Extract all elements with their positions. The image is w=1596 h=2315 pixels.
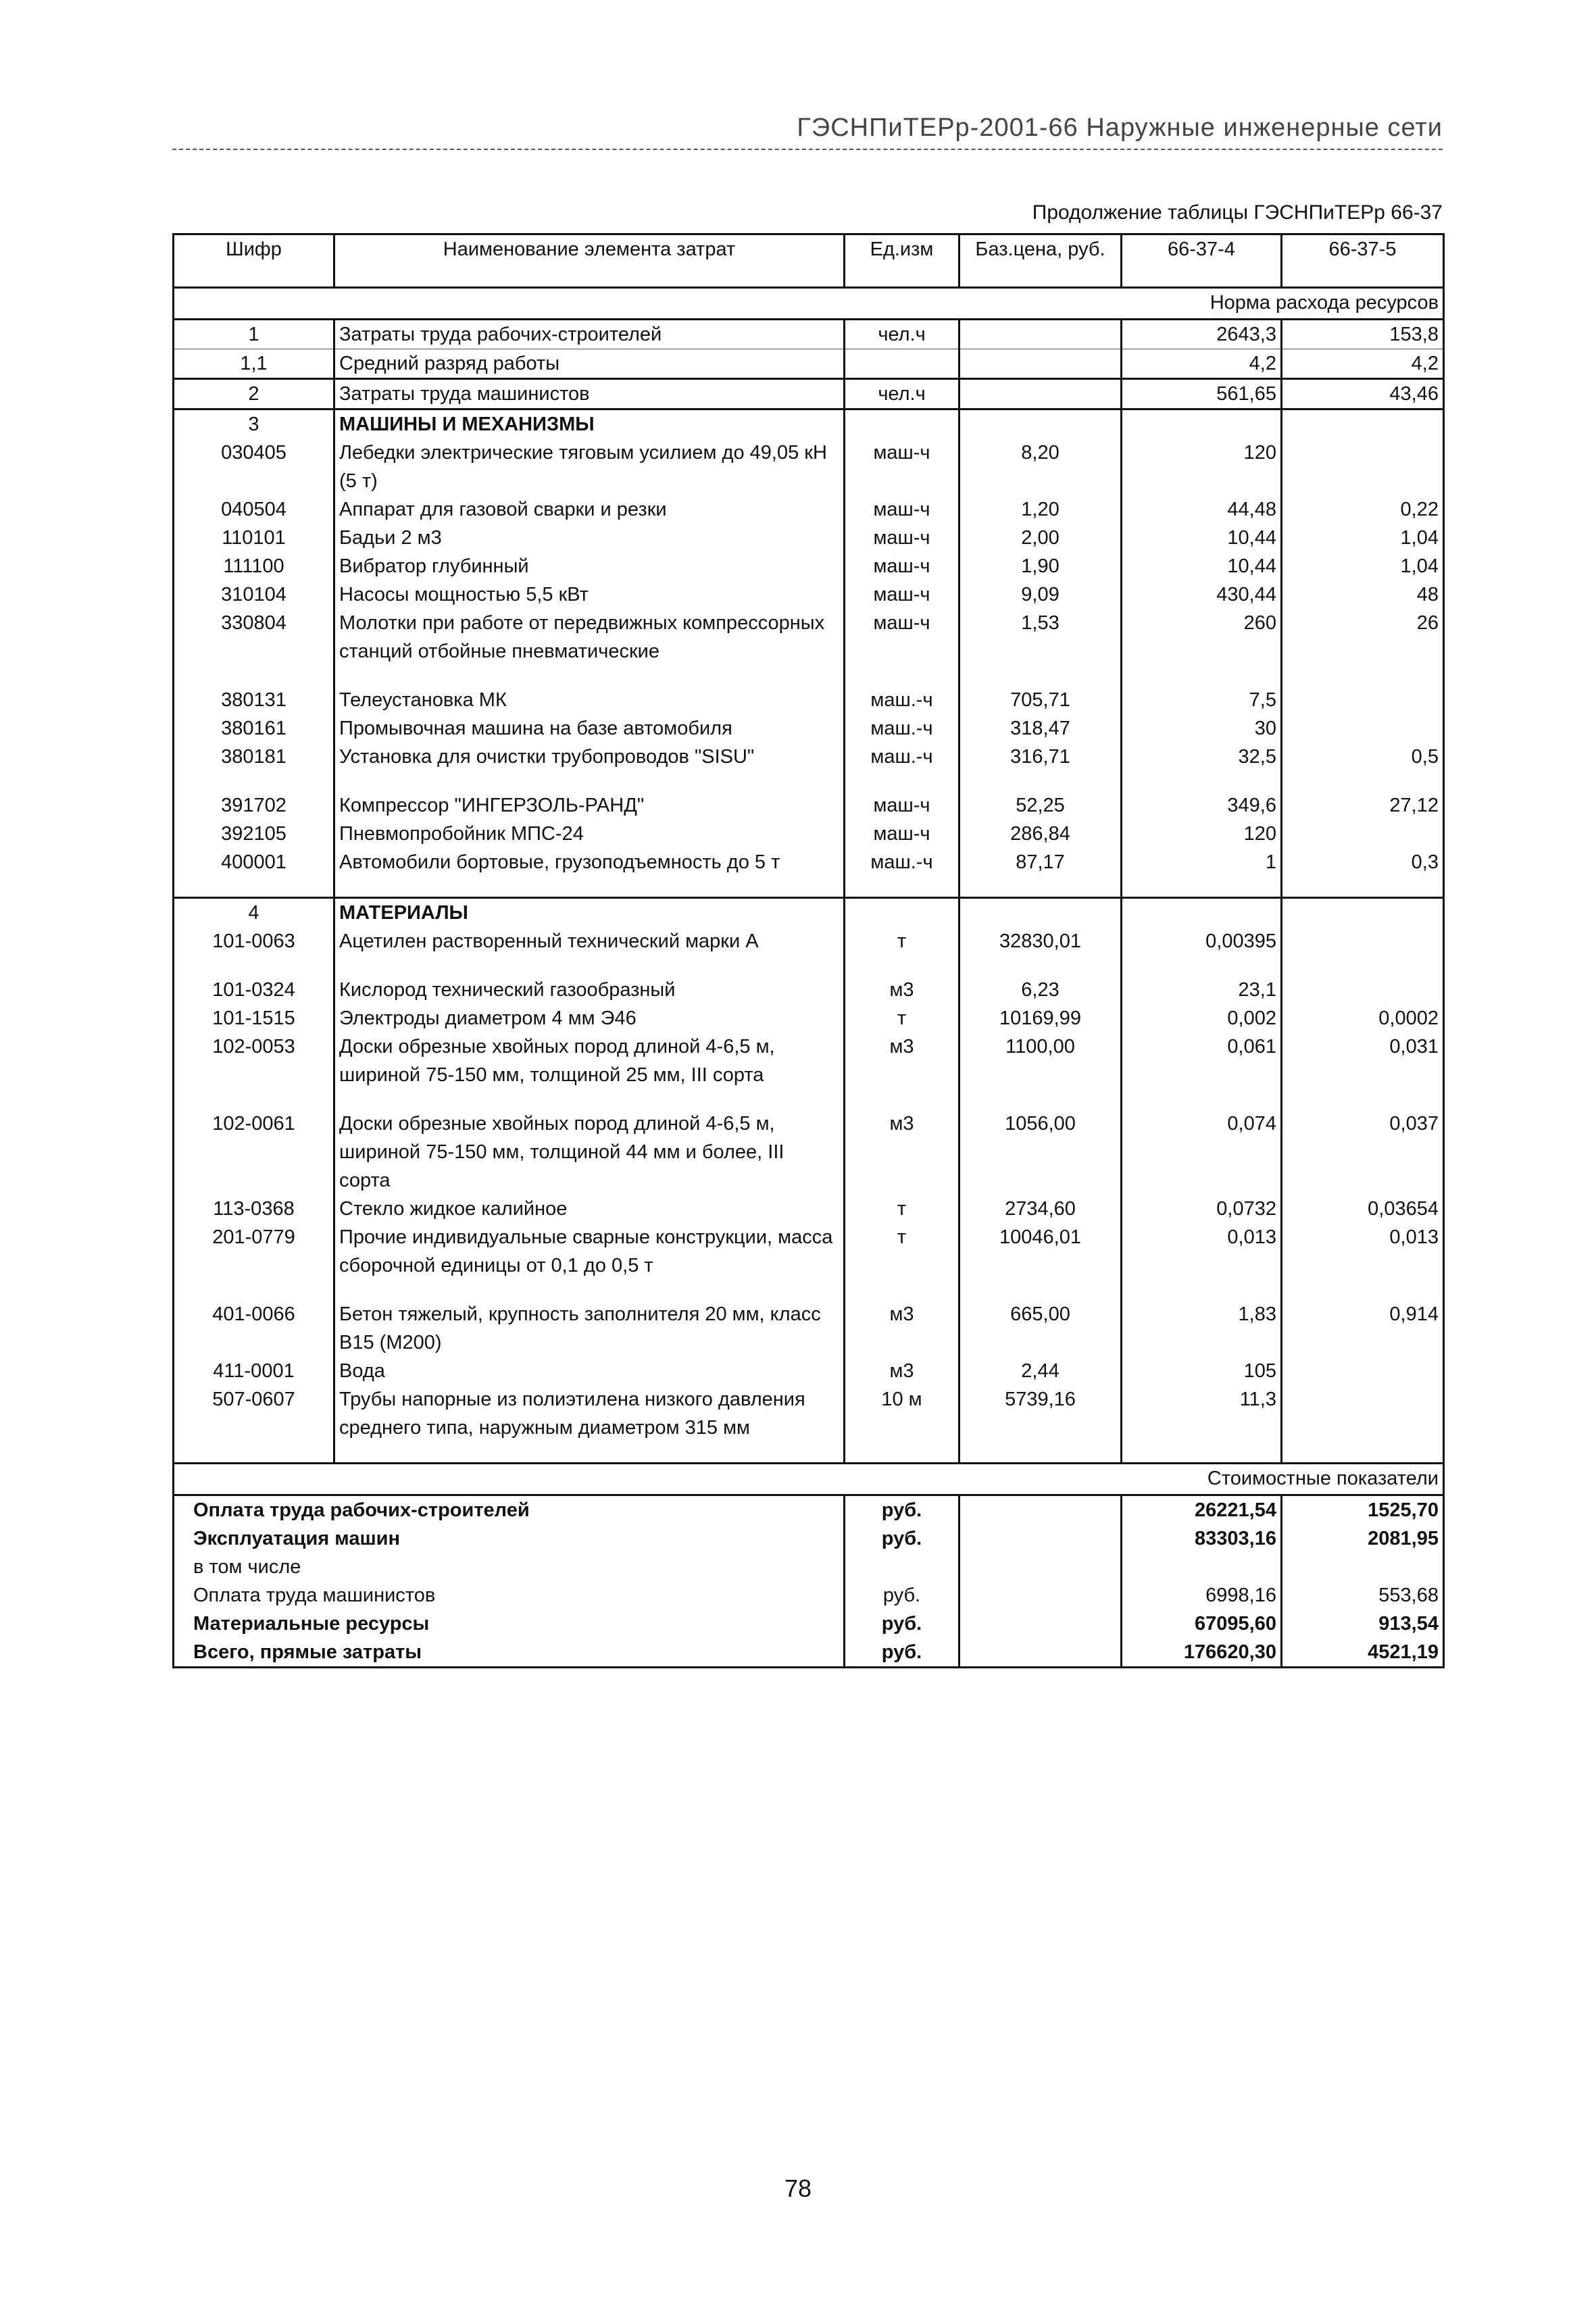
item-name: Телеустановка МК [334, 686, 845, 714]
spacer-cell [334, 1442, 845, 1464]
cost-value-66-37-5 [1282, 1553, 1444, 1581]
item-value-66-37-5: 26 [1282, 609, 1444, 666]
item-unit [845, 349, 959, 379]
cost-row [174, 1638, 1444, 1668]
item-unit: т [845, 1195, 959, 1223]
machine-row [174, 743, 1444, 771]
item-value-66-37-5 [1282, 1385, 1444, 1442]
spacer-cell [1282, 955, 1444, 976]
spacer-row [174, 771, 1444, 791]
spacer-cell [845, 955, 959, 976]
cost-value-66-37-5: 2081,95 [1282, 1524, 1444, 1553]
machine-row [174, 686, 1444, 714]
item-code: 101-0324 [174, 976, 334, 1004]
page-number: 78 [784, 2174, 812, 2202]
spacer-cell [334, 771, 845, 791]
item-value-66-37-5 [1282, 714, 1444, 743]
item-base-price: 2,00 [959, 524, 1122, 552]
cost-value-66-37-4: 67095,60 [1122, 1610, 1282, 1638]
item-base-price: 286,84 [959, 820, 1122, 848]
item-value-66-37-4: 260 [1122, 609, 1282, 666]
item-value-66-37-4: 0,013 [1122, 1223, 1282, 1280]
cost-row [174, 1610, 1444, 1638]
item-base-price: 32830,01 [959, 927, 1122, 955]
spacer-cell [1282, 1089, 1444, 1110]
cost-price-empty [959, 1495, 1122, 1525]
item-value-66-37-4: 0,0732 [1122, 1195, 1282, 1223]
machine-row [174, 495, 1444, 524]
item-value-66-37-5: 1,04 [1282, 552, 1444, 580]
item-value-66-37-5: 0,22 [1282, 495, 1444, 524]
item-value-66-37-5: 0,013 [1282, 1223, 1444, 1280]
item-value-66-37-4: 120 [1122, 820, 1282, 848]
item-base-price: 52,25 [959, 791, 1122, 820]
section-title: МАТЕРИАЛЫ [334, 898, 845, 928]
document-header-title: ГЭСНПиТЕРр-2001-66 Наружные инженерные сети [797, 114, 1443, 142]
item-value-66-37-5: 1,04 [1282, 524, 1444, 552]
machines-section-row [174, 409, 1444, 439]
item-value-66-37-5: 0,5 [1282, 743, 1444, 771]
spacer-cell [334, 1089, 845, 1110]
item-value-66-37-4: 44,48 [1122, 495, 1282, 524]
item-name: Бетон тяжелый, крупность заполнителя 20 мм, класс В15 (М200) [334, 1300, 845, 1357]
materials-section-row [174, 898, 1444, 928]
item-base-price: 316,71 [959, 743, 1122, 771]
item-unit: чел.ч [845, 379, 959, 409]
spacer-cell [174, 666, 334, 686]
item-name: Лебедки электрические тяговым усилием до 49,05 кН (5 т) [334, 439, 845, 495]
column-header-unit: Ед.изм [845, 234, 959, 288]
cost-value-66-37-5: 553,68 [1282, 1581, 1444, 1610]
item-base-price: 6,23 [959, 976, 1122, 1004]
item-code: 1,1 [174, 349, 334, 379]
item-code: 102-0061 [174, 1110, 334, 1195]
item-code: 392105 [174, 820, 334, 848]
labor-row [174, 379, 1444, 409]
item-unit: м3 [845, 1357, 959, 1385]
spacer-cell [1282, 1442, 1444, 1464]
cost-unit: руб. [845, 1610, 959, 1638]
item-name: Установка для очистки трубопроводов "SISU" [334, 743, 845, 771]
item-value-66-37-5 [1282, 1357, 1444, 1385]
table-header-row [174, 234, 1444, 288]
spacer-cell [1282, 876, 1444, 898]
item-unit: чел.ч [845, 320, 959, 349]
item-base-price: 1,53 [959, 609, 1122, 666]
item-base-price: 665,00 [959, 1300, 1122, 1357]
machine-row [174, 524, 1444, 552]
column-header-code: Шифр [174, 234, 334, 288]
machine-row [174, 791, 1444, 820]
cost-value-66-37-4: 176620,30 [1122, 1638, 1282, 1668]
labor-row [174, 349, 1444, 379]
item-name: Вибратор глубинный [334, 552, 845, 580]
item-value-66-37-4: 10,44 [1122, 524, 1282, 552]
item-code: 101-1515 [174, 1004, 334, 1032]
item-name: Трубы напорные из полиэтилена низкого давления среднего типа, наружным диаметром 315 мм [334, 1385, 845, 1442]
cost-label-row-label: Стоимостные показатели [174, 1464, 1444, 1495]
item-unit: маш-ч [845, 495, 959, 524]
spacer-cell [845, 876, 959, 898]
spacer-cell [845, 1442, 959, 1464]
item-value-66-37-5 [1282, 439, 1444, 495]
item-base-price: 87,17 [959, 848, 1122, 876]
item-name: Стекло жидкое калийное [334, 1195, 845, 1223]
table-continuation-caption: Продолжение таблицы ГЭСНПиТЕРр 66-37 [1032, 201, 1443, 224]
item-value-66-37-5: 43,46 [1282, 379, 1444, 409]
spacer-cell [1122, 955, 1282, 976]
item-value-66-37-5: 4,2 [1282, 349, 1444, 379]
item-name: Прочие индивидуальные сварные конструкции, масса сборочной единицы от 0,1 до 0,5 т [334, 1223, 845, 1280]
item-value-66-37-4: 7,5 [1122, 686, 1282, 714]
spacer-cell [959, 1442, 1122, 1464]
item-value-66-37-5: 153,8 [1282, 320, 1444, 349]
machine-row [174, 820, 1444, 848]
item-value-66-37-5: 0,031 [1282, 1032, 1444, 1089]
item-unit: маш-ч [845, 609, 959, 666]
item-base-price [959, 349, 1122, 379]
item-code: 411-0001 [174, 1357, 334, 1385]
spacer-cell [1282, 771, 1444, 791]
section-empty-cell [1282, 409, 1444, 439]
section-empty-cell [959, 409, 1122, 439]
item-base-price: 2,44 [959, 1357, 1122, 1385]
item-value-66-37-5: 0,0002 [1282, 1004, 1444, 1032]
material-row [174, 1195, 1444, 1223]
item-name: Кислород технический газообразный [334, 976, 845, 1004]
spacer-cell [1122, 1442, 1282, 1464]
item-base-price: 10169,99 [959, 1004, 1122, 1032]
spacer-cell [174, 771, 334, 791]
item-unit: м3 [845, 1032, 959, 1089]
cost-unit [845, 1553, 959, 1581]
spacer-cell [174, 876, 334, 898]
spacer-cell [174, 1442, 334, 1464]
item-name: Средний разряд работы [334, 349, 845, 379]
spacer-cell [959, 955, 1122, 976]
item-base-price: 1056,00 [959, 1110, 1122, 1195]
section-empty-cell [1122, 898, 1282, 928]
item-code: 101-0063 [174, 927, 334, 955]
item-value-66-37-5 [1282, 976, 1444, 1004]
item-unit: маш-ч [845, 580, 959, 609]
resource-norms-table [172, 233, 1445, 1668]
spacer-cell [959, 771, 1122, 791]
cost-value-66-37-5: 1525,70 [1282, 1495, 1444, 1525]
item-unit: маш.-ч [845, 714, 959, 743]
material-row [174, 1223, 1444, 1280]
item-code: 102-0053 [174, 1032, 334, 1089]
item-base-price: 5739,16 [959, 1385, 1122, 1442]
item-value-66-37-4: 4,2 [1122, 349, 1282, 379]
material-row [174, 1357, 1444, 1385]
section-code: 3 [174, 409, 334, 439]
material-row [174, 1110, 1444, 1195]
item-unit: маш.-ч [845, 686, 959, 714]
item-name: Вода [334, 1357, 845, 1385]
spacer-row [174, 876, 1444, 898]
cost-value-66-37-4: 83303,16 [1122, 1524, 1282, 1553]
item-value-66-37-4: 0,061 [1122, 1032, 1282, 1089]
spacer-cell [845, 1280, 959, 1300]
cost-value-66-37-4: 6998,16 [1122, 1581, 1282, 1610]
item-value-66-37-4: 23,1 [1122, 976, 1282, 1004]
material-row [174, 1300, 1444, 1357]
item-value-66-37-5: 0,3 [1282, 848, 1444, 876]
cost-name: в том числе [174, 1553, 845, 1581]
item-base-price: 10046,01 [959, 1223, 1122, 1280]
item-unit: маш.-ч [845, 743, 959, 771]
spacer-cell [1122, 876, 1282, 898]
cost-row [174, 1524, 1444, 1553]
item-code: 113-0368 [174, 1195, 334, 1223]
spacer-cell [1122, 666, 1282, 686]
item-value-66-37-4: 1,83 [1122, 1300, 1282, 1357]
item-value-66-37-4: 11,3 [1122, 1385, 1282, 1442]
spacer-cell [334, 666, 845, 686]
spacer-cell [845, 771, 959, 791]
item-name: Бадьи 2 м3 [334, 524, 845, 552]
item-value-66-37-5: 48 [1282, 580, 1444, 609]
spacer-cell [959, 1089, 1122, 1110]
header-divider [172, 149, 1443, 150]
item-code: 507-0607 [174, 1385, 334, 1442]
spacer-cell [334, 1280, 845, 1300]
spacer-row [174, 666, 1444, 686]
item-name: Аппарат для газовой сварки и резки [334, 495, 845, 524]
item-value-66-37-5 [1282, 686, 1444, 714]
spacer-cell [959, 1280, 1122, 1300]
item-code: 040504 [174, 495, 334, 524]
spacer-cell [1122, 1089, 1282, 1110]
material-row [174, 1032, 1444, 1089]
cost-value-66-37-4: 26221,54 [1122, 1495, 1282, 1525]
spacer-cell [334, 876, 845, 898]
cost-name: Оплата труда машинистов [174, 1581, 845, 1610]
item-name: Автомобили бортовые, грузоподъемность до 5 т [334, 848, 845, 876]
item-unit: маш-ч [845, 820, 959, 848]
item-value-66-37-5: 0,03654 [1282, 1195, 1444, 1223]
cost-value-66-37-5: 4521,19 [1282, 1638, 1444, 1668]
item-code: 110101 [174, 524, 334, 552]
spacer-cell [845, 1089, 959, 1110]
item-code: 380161 [174, 714, 334, 743]
item-base-price: 1,90 [959, 552, 1122, 580]
cost-name: Оплата труда рабочих-строителей [174, 1495, 845, 1525]
item-unit: т [845, 927, 959, 955]
item-unit: м3 [845, 1110, 959, 1195]
item-value-66-37-4: 0,00395 [1122, 927, 1282, 955]
table-body [174, 288, 1444, 1668]
item-base-price: 2734,60 [959, 1195, 1122, 1223]
labor-row [174, 320, 1444, 349]
cost-unit: руб. [845, 1495, 959, 1525]
cost-label-row [174, 1464, 1444, 1495]
item-value-66-37-4: 0,002 [1122, 1004, 1282, 1032]
section-empty-cell [845, 409, 959, 439]
item-code: 310104 [174, 580, 334, 609]
cost-row [174, 1495, 1444, 1525]
spacer-cell [1122, 771, 1282, 791]
item-code: 391702 [174, 791, 334, 820]
item-value-66-37-4: 561,65 [1122, 379, 1282, 409]
cost-row [174, 1581, 1444, 1610]
cost-unit: руб. [845, 1581, 959, 1610]
item-code: 201-0779 [174, 1223, 334, 1280]
spacer-cell [845, 666, 959, 686]
cost-unit: руб. [845, 1638, 959, 1668]
item-code: 330804 [174, 609, 334, 666]
item-name: Пневмопробойник МПС-24 [334, 820, 845, 848]
cost-price-empty [959, 1524, 1122, 1553]
cost-name: Всего, прямые затраты [174, 1638, 845, 1668]
item-unit: м3 [845, 976, 959, 1004]
material-row [174, 927, 1444, 955]
item-unit: т [845, 1004, 959, 1032]
spacer-cell [1282, 1280, 1444, 1300]
item-unit: маш-ч [845, 524, 959, 552]
material-row [174, 1385, 1444, 1442]
item-unit: маш-ч [845, 439, 959, 495]
cost-name: Эксплуатация машин [174, 1524, 845, 1553]
section-empty-cell [959, 898, 1122, 928]
item-code: 380131 [174, 686, 334, 714]
item-base-price [959, 320, 1122, 349]
spacer-cell [959, 876, 1122, 898]
item-name: Затраты труда машинистов [334, 379, 845, 409]
material-row [174, 976, 1444, 1004]
section-empty-cell [1122, 409, 1282, 439]
item-value-66-37-4: 0,074 [1122, 1110, 1282, 1195]
cost-price-empty [959, 1610, 1122, 1638]
column-header-66-37-5: 66-37-5 [1282, 234, 1444, 288]
item-unit: 10 м [845, 1385, 959, 1442]
cost-value-66-37-5: 913,54 [1282, 1610, 1444, 1638]
item-code: 400001 [174, 848, 334, 876]
spacer-cell [334, 955, 845, 976]
item-name: Доски обрезные хвойных пород длиной 4-6,5 м, шириной 75-150 мм, толщиной 44 мм и более, III сорта [334, 1110, 845, 1195]
item-code: 111100 [174, 552, 334, 580]
spacer-row [174, 1442, 1444, 1464]
item-base-price: 9,09 [959, 580, 1122, 609]
item-code: 380181 [174, 743, 334, 771]
spacer-cell [959, 666, 1122, 686]
item-name: Доски обрезные хвойных пород длиной 4-6,5 м, шириной 75-150 мм, толщиной 25 мм, III сорта [334, 1032, 845, 1089]
item-unit: маш-ч [845, 791, 959, 820]
spacer-row [174, 1089, 1444, 1110]
machine-row [174, 609, 1444, 666]
cost-row [174, 1553, 1444, 1581]
item-value-66-37-4: 430,44 [1122, 580, 1282, 609]
item-unit: м3 [845, 1300, 959, 1357]
item-value-66-37-5 [1282, 820, 1444, 848]
item-name: Молотки при работе от передвижных компрессорных станций отбойные пневматические [334, 609, 845, 666]
item-base-price: 8,20 [959, 439, 1122, 495]
section-empty-cell [845, 898, 959, 928]
spacer-row [174, 1280, 1444, 1300]
item-name: Затраты труда рабочих-строителей [334, 320, 845, 349]
column-header-price: Баз.цена, руб. [959, 234, 1122, 288]
cost-price-empty [959, 1581, 1122, 1610]
item-name: Ацетилен растворенный технический марки А [334, 927, 845, 955]
item-unit: маш-ч [845, 552, 959, 580]
spacer-cell [174, 1089, 334, 1110]
material-row [174, 1004, 1444, 1032]
norm-label-row [174, 288, 1444, 320]
spacer-cell [174, 1280, 334, 1300]
item-base-price [959, 379, 1122, 409]
cost-value-66-37-4 [1122, 1553, 1282, 1581]
item-code: 1 [174, 320, 334, 349]
item-value-66-37-4: 105 [1122, 1357, 1282, 1385]
item-code: 2 [174, 379, 334, 409]
machine-row [174, 714, 1444, 743]
norm-label-row-label: Норма расхода ресурсов [174, 288, 1444, 320]
item-value-66-37-4: 32,5 [1122, 743, 1282, 771]
item-value-66-37-4: 349,6 [1122, 791, 1282, 820]
item-code: 030405 [174, 439, 334, 495]
cost-name: Материальные ресурсы [174, 1610, 845, 1638]
item-value-66-37-5: 0,037 [1282, 1110, 1444, 1195]
item-unit: т [845, 1223, 959, 1280]
spacer-cell [1122, 1280, 1282, 1300]
item-name: Электроды диаметром 4 мм Э46 [334, 1004, 845, 1032]
column-header-name: Наименование элемента затрат [334, 234, 845, 288]
cost-price-empty [959, 1553, 1122, 1581]
item-name: Насосы мощностью 5,5 кВт [334, 580, 845, 609]
section-title: МАШИНЫ И МЕХАНИЗМЫ [334, 409, 845, 439]
column-header-66-37-4: 66-37-4 [1122, 234, 1282, 288]
cost-unit: руб. [845, 1524, 959, 1553]
item-value-66-37-4: 120 [1122, 439, 1282, 495]
item-base-price: 1,20 [959, 495, 1122, 524]
machine-row [174, 552, 1444, 580]
item-value-66-37-5: 0,914 [1282, 1300, 1444, 1357]
section-empty-cell [1282, 898, 1444, 928]
item-value-66-37-4: 30 [1122, 714, 1282, 743]
machine-row [174, 580, 1444, 609]
machine-row [174, 848, 1444, 876]
item-unit: маш.-ч [845, 848, 959, 876]
spacer-row [174, 955, 1444, 976]
item-value-66-37-4: 2643,3 [1122, 320, 1282, 349]
item-base-price: 705,71 [959, 686, 1122, 714]
item-name: Промывочная машина на базе автомобиля [334, 714, 845, 743]
item-code: 401-0066 [174, 1300, 334, 1357]
item-value-66-37-4: 1 [1122, 848, 1282, 876]
item-base-price: 1100,00 [959, 1032, 1122, 1089]
spacer-cell [174, 955, 334, 976]
cost-price-empty [959, 1638, 1122, 1668]
machine-row [174, 439, 1444, 495]
item-value-66-37-4: 10,44 [1122, 552, 1282, 580]
section-code: 4 [174, 898, 334, 928]
item-value-66-37-5 [1282, 927, 1444, 955]
item-base-price: 318,47 [959, 714, 1122, 743]
item-value-66-37-5: 27,12 [1282, 791, 1444, 820]
spacer-cell [1282, 666, 1444, 686]
item-name: Компрессор "ИНГЕРЗОЛЬ-РАНД" [334, 791, 845, 820]
